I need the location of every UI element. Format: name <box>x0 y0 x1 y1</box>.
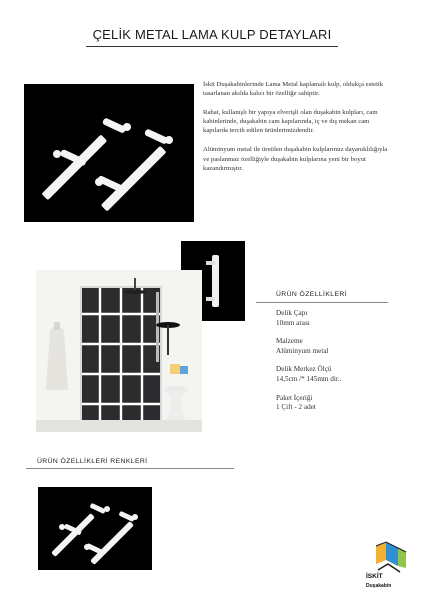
logo-name: İSKİT <box>366 573 383 580</box>
spec-item <box>276 309 406 328</box>
logo-mark-icon <box>366 540 416 574</box>
brand-logo <box>366 540 416 594</box>
intro-text <box>203 80 393 183</box>
spec-value: 10mm arası <box>276 318 310 327</box>
shower-photo <box>36 270 202 432</box>
colors-title: ÜRÜN ÖZELLİKLERİ RENKLERİ <box>37 458 148 465</box>
spec-label: Paket İçeriği <box>276 393 313 402</box>
intro-paragraph: İskit Duşakabinlerinde Lama Metal kaplamalı kulp, oldukça estetik tasarlanan akılda kalıcı bir özelliğe sahiptir. <box>203 81 384 98</box>
features-title: ÜRÜN ÖZELLİKLERİ <box>276 291 347 298</box>
title-rule <box>86 46 338 47</box>
spec-value: 1 Çift - 2 adet <box>276 403 316 412</box>
spec-label: Delik Çapı <box>276 309 308 317</box>
logo-tagline: Duşakabin <box>366 583 392 589</box>
colors-rule <box>26 468 234 469</box>
page-title: ÇELİK METAL LAMA KULP DETAYLARI <box>92 27 332 42</box>
spec-item <box>276 337 406 356</box>
handle-photo-large <box>24 84 194 222</box>
spec-value: Alüminyum metal <box>276 346 329 355</box>
features-rule <box>256 302 388 303</box>
spec-item <box>276 365 406 384</box>
handle-photo-color <box>38 487 152 570</box>
spec-item <box>276 394 406 413</box>
intro-paragraph: Alüminyum metal ile üretilen duşakabin kulplarımız dayanıklılığıyla ve paslanmaz özelliğiyle duşakabin kulplarına yeni bir boyut kazandırmıştır. <box>203 146 388 172</box>
spec-value: 14,5cm /* 145mm dir.. <box>276 374 342 383</box>
spec-label: Delik Merkez Ölçü <box>276 365 332 374</box>
intro-paragraph: Rahat, kullanışlı bir yapıya elverişli olan duşakabin kulpları, cam kabinlerinde, duşakabin cam kapılarında, iç ve dış mekan cam kapılarda tercih edilen ürünlerimizdendir. <box>203 109 378 135</box>
spec-list <box>276 309 406 422</box>
spec-label: Malzeme <box>276 337 303 346</box>
